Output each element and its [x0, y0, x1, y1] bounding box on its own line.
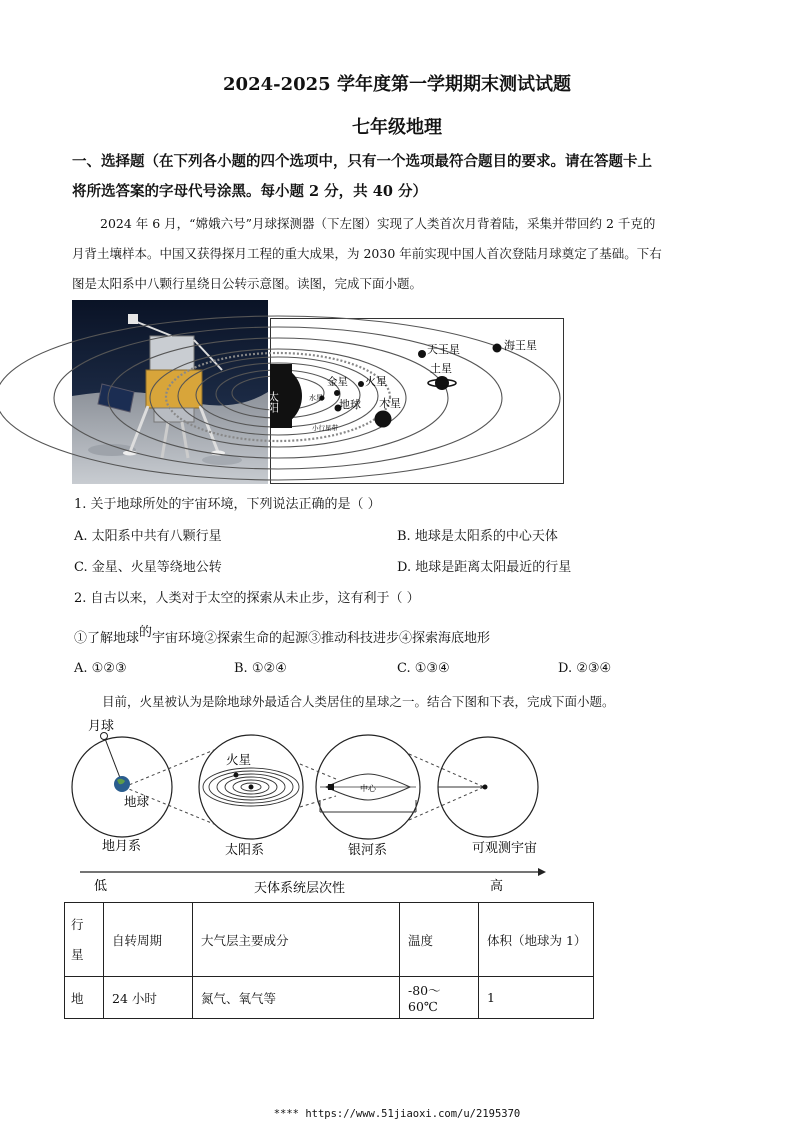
table-row [65, 977, 594, 1019]
q1-stem: 1. 关于地球所处的宇宙环境，下列说法正确的是（ ） [74, 497, 381, 512]
intro-line3: 图是太阳系中八颗行星绕日公转示意图。读图，完成下面小题。 [72, 276, 423, 291]
section-heading-line1: 一、选择题（在下列各小题的四个选项中，只有一个选项最符合题目的要求。请在答题卡上 [72, 153, 652, 170]
hierarchy-low-label: 低 [94, 879, 108, 894]
q2-option-c[interactable]: C. ①③④ [397, 661, 450, 676]
earth-label: 地球 [124, 794, 150, 809]
mars-label: 火星 [226, 752, 252, 767]
planet-venus [334, 390, 340, 396]
table-cell-planet: 地 [65, 977, 104, 1019]
solar-system-diagram [266, 318, 564, 484]
center-label: 中心 [360, 784, 376, 793]
mercury-label: 水星 [309, 394, 323, 402]
mars-dot [234, 773, 239, 778]
hierarchy-arrowhead [538, 868, 546, 876]
saturn-label: 土星 [430, 362, 452, 375]
table-cell-volume: 1 [479, 977, 594, 1019]
planet-neptune [493, 344, 502, 353]
q2-statements-part2: 宇宙环境②探索生命的起源③推动科技进步④探索海底地形 [152, 631, 491, 646]
asteroid-belt-label: 小行星带 [312, 424, 338, 432]
q2-statements-sup: 的 [139, 625, 153, 640]
table-cell-rotation: 24 小时 [104, 977, 193, 1019]
planet-jupiter [375, 411, 392, 428]
table-header-planet [65, 903, 104, 977]
jupiter-label: 木星 [379, 397, 401, 410]
planet-table [64, 902, 594, 1019]
earth-icon [114, 776, 130, 792]
uranus-label: 天王星 [427, 343, 460, 356]
section-heading-line2: 将所选答案的字母代号涂黑。每小题 2 分，共 40 分） [72, 183, 427, 200]
table-header-planet-text: 行 星 [71, 916, 84, 962]
hierarchy-axis-label: 天体系统层次性 [254, 881, 346, 896]
footer-url[interactable]: **** https://www.51jiaoxi.com/u/2195370 [273, 1108, 521, 1120]
q1-option-c[interactable]: C. 金星、火星等绕地公转 [74, 560, 222, 575]
q1-option-a[interactable]: A. 太阳系中共有八颗行星 [74, 529, 222, 544]
venus-label: 金星 [327, 376, 348, 388]
intro2: 目前，火星被认为是除地球外最适合人类居住的星球之一。结合下图和下表，完成下面小题。 [102, 694, 615, 709]
table-header-atmosphere: 大气层主要成分 [193, 903, 400, 977]
planet-uranus [418, 350, 426, 358]
q2-stem: 2. 自古以来，人类对于太空的探索从未止步，这有利于（ ） [74, 591, 420, 606]
neptune-label: 海王星 [504, 339, 537, 352]
moon-label: 月球 [88, 719, 115, 734]
label-milky-way: 银河系 [348, 843, 388, 858]
sun-label: 太阳 [266, 391, 280, 413]
label-solar-system: 太阳系 [225, 843, 265, 858]
label-observable-universe: 可观测宇宙 [472, 841, 538, 856]
q1-option-b[interactable]: B. 地球是太阳系的中心天体 [397, 529, 558, 544]
table-header-temperature: 温度 [400, 903, 479, 977]
table-header-rotation: 自转周期 [104, 903, 193, 977]
q2-statements-part1: ①了解地球 [74, 631, 140, 646]
planet-saturn [435, 376, 449, 390]
q2-statements [74, 627, 490, 646]
table-header-row [65, 903, 594, 977]
mars-label: 火星 [365, 375, 387, 388]
table-header-volume: 体积（地球为 1） [479, 903, 594, 977]
label-earth-moon-system: 地月系 [102, 839, 142, 854]
earth-label: 地球 [339, 398, 361, 411]
q2-option-a[interactable]: A. ①②③ [74, 661, 127, 676]
table-cell-atmosphere: 氮气、氧气等 [193, 977, 400, 1019]
celestial-hierarchy-diagram [64, 712, 554, 896]
intro-line1: 2024 年 6 月，“嫦娥六号”月球探测器（下左图）实现了人类首次月背着陆，采集并带回约 2 千克的 [100, 216, 656, 231]
q2-option-b[interactable]: B. ①②④ [234, 661, 287, 676]
hierarchy-high-label: 高 [490, 879, 504, 894]
planet-mars [358, 381, 364, 387]
exam-title: 2024-2025 学年度第一学期期末测试试题 [223, 74, 571, 95]
intro-line2: 月背土壤样本。中国又获得探月工程的重大成果，为 2030 年前实现中国人首次登陆月球奠定了基础。下右 [72, 246, 662, 261]
table-cell-temperature: -80～60℃ [400, 977, 479, 1019]
exam-subtitle: 七年级地理 [352, 117, 442, 138]
q1-option-d[interactable]: D. 地球是距离太阳最近的行星 [397, 560, 572, 575]
q2-option-d[interactable]: D. ②③④ [558, 661, 612, 676]
